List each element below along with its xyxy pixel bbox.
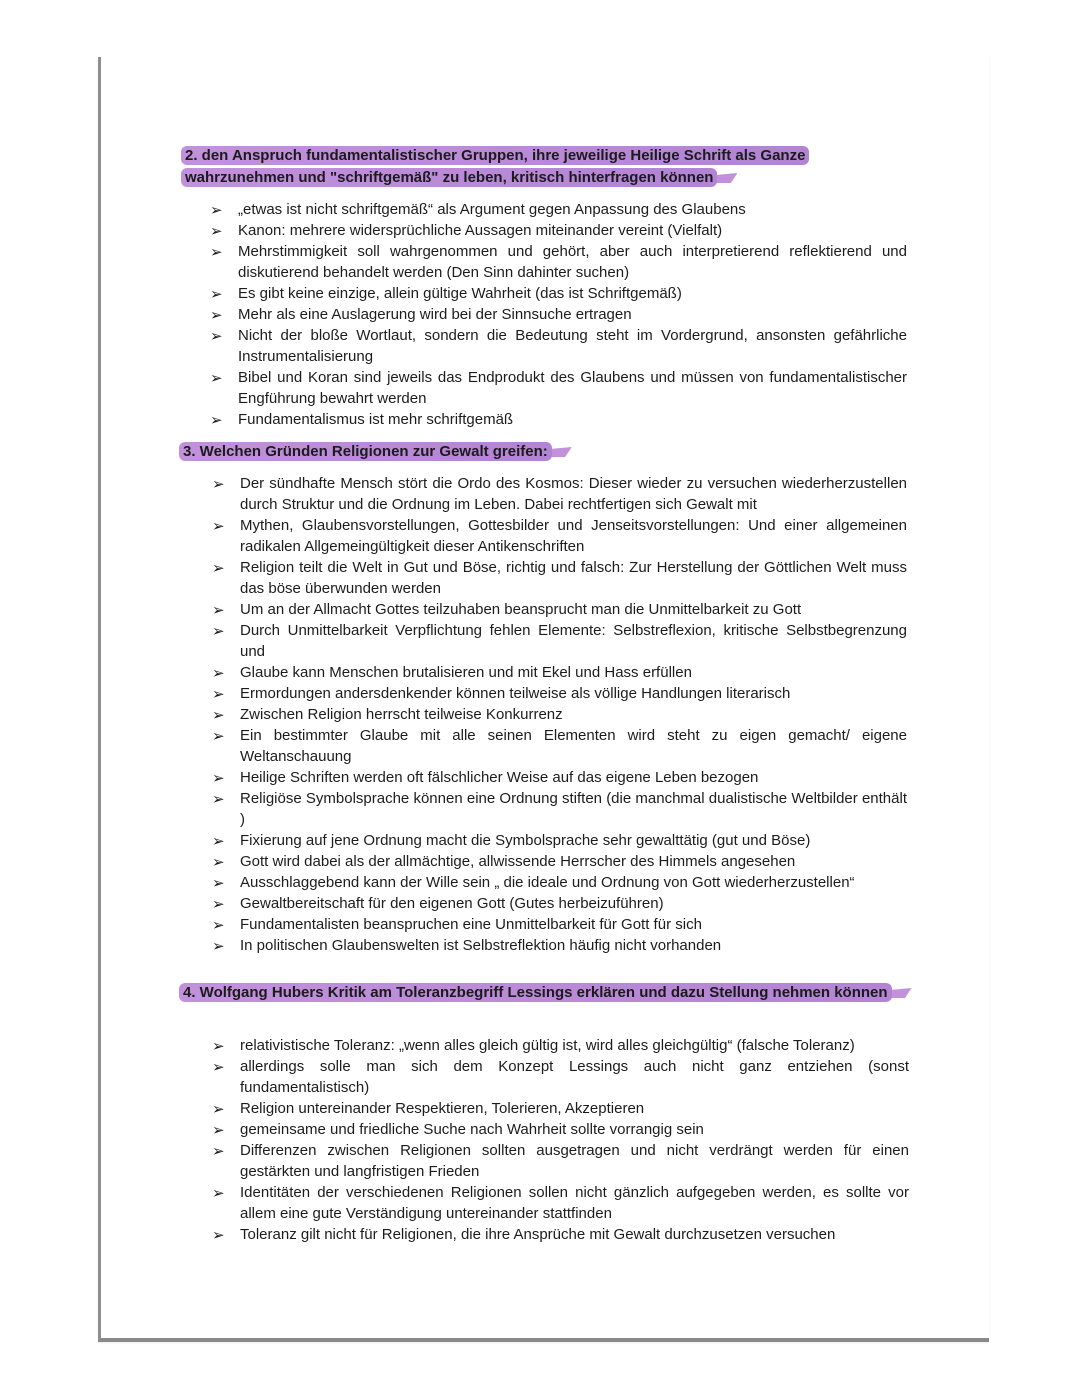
- arrowhead-bullet-icon: ➢: [212, 1185, 225, 1202]
- arrowhead-bullet-icon: ➢: [210, 286, 223, 303]
- arrowhead-bullet-icon: ➢: [212, 1038, 225, 1055]
- arrowhead-bullet-icon: ➢: [212, 518, 225, 535]
- list-item: ➢ Glaube kann Menschen brutalisieren und mit Ekel und Hass erfüllen: [212, 664, 692, 682]
- list-item: ➢ Es gibt keine einzige, allein gültige Wahrheit (das ist Schriftgemäß): [210, 285, 682, 303]
- list-item: ➢ Gewaltbereitschaft für den eigenen Gott (Gutes herbeizuführen): [212, 895, 664, 913]
- arrowhead-bullet-icon: ➢: [212, 560, 225, 577]
- arrowhead-bullet-icon: ➢: [210, 244, 223, 261]
- list-item: ➢ Differenzen zwischen Religionen sollten ausgetragen und nicht verdrängt werden für einen gestärkten und langfristigen Frieden: [212, 1142, 909, 1180]
- arrowhead-bullet-icon: ➢: [212, 686, 225, 703]
- list-item: ➢ Mehrstimmigkeit soll wahrgenommen und gehört, aber auch interpretierend reflektierend und diskutierend behandelt werden (Den Sinn dahinter suchen): [210, 243, 907, 281]
- list-item: ➢ Nicht der bloße Wortlaut, sondern die Bedeutung steht im Vordergrund, ansonsten gefährliche Instrumentalisierung: [210, 327, 907, 365]
- list-item: ➢ Ermordungen andersdenkender können teilweise als völlige Handlungen literarisch: [212, 685, 791, 703]
- list-item: ➢ Ein bestimmter Glaube mit alle seinen Elementen wird steht zu eigen gemacht/ eigene Weltanschauung: [212, 727, 907, 765]
- arrowhead-bullet-icon: ➢: [212, 1059, 225, 1076]
- list-item: ➢ Heilige Schriften werden oft fälschlicher Weise auf das eigene Leben bezogen: [212, 769, 759, 787]
- arrowhead-bullet-icon: ➢: [212, 476, 225, 493]
- list-item: ➢ Mehr als eine Auslagerung wird bei der Sinnsuche ertragen: [210, 306, 632, 324]
- arrowhead-bullet-icon: ➢: [212, 602, 225, 619]
- arrowhead-bullet-icon: ➢: [212, 623, 225, 640]
- arrowhead-bullet-icon: ➢: [212, 1143, 225, 1160]
- arrowhead-bullet-icon: ➢: [212, 833, 225, 850]
- arrowhead-bullet-icon: ➢: [212, 1227, 225, 1244]
- arrowhead-bullet-icon: ➢: [212, 854, 225, 871]
- arrowhead-bullet-icon: ➢: [212, 728, 225, 745]
- arrowhead-bullet-icon: ➢: [210, 328, 223, 345]
- list-item: ➢ Religion untereinander Respektieren, Tolerieren, Akzeptieren: [212, 1100, 645, 1118]
- arrowhead-bullet-icon: ➢: [212, 938, 225, 955]
- list-item: ➢ Durch Unmittelbarkeit Verpflichtung fehlen Elemente: Selbstreflexion, kritische Selbstbegrenzung und: [212, 622, 907, 660]
- list-item: ➢ relativistische Toleranz: „wenn alles gleich gültig ist, wird alles gleichgültig“ (falsche Toleranz): [212, 1037, 855, 1055]
- list-item: ➢ allerdings solle man sich dem Konzept Lessings auch nicht ganz entziehen (sonst fundamentalistisch): [212, 1058, 909, 1096]
- list-item: ➢ Toleranz gilt nicht für Religionen, die ihre Ansprüche mit Gewalt durchzusetzen versuchen: [212, 1226, 836, 1244]
- section-4-list: [209, 1035, 909, 1245]
- arrowhead-bullet-icon: ➢: [212, 875, 225, 892]
- section-4-heading-text: 4. Wolfgang Hubers Kritik am Toleranzbegriff Lessings erklären und dazu Stellung nehmen können: [179, 983, 892, 1002]
- section-2-heading: [181, 145, 911, 189]
- list-item: ➢ gemeinsame und friedliche Suche nach Wahrheit sollte vorrangig sein: [212, 1121, 704, 1139]
- arrowhead-bullet-icon: ➢: [212, 791, 225, 808]
- list-item: ➢ Fixierung auf jene Ordnung macht die Symbolsprache sehr gewalttätig (gut und Böse): [212, 832, 811, 850]
- arrowhead-bullet-icon: ➢: [212, 665, 225, 682]
- arrowhead-bullet-icon: ➢: [212, 1122, 225, 1139]
- list-item: ➢ Religion teilt die Welt in Gut und Böse, richtig und falsch: Zur Herstellung der Göttlichen Welt muss das böse überwunden werden: [212, 559, 907, 597]
- list-item: ➢ Fundamentalismus ist mehr schriftgemäß: [210, 411, 514, 429]
- list-item: ➢ „etwas ist nicht schriftgemäß“ als Argument gegen Anpassung des Glaubens: [210, 201, 746, 219]
- arrowhead-bullet-icon: ➢: [210, 202, 223, 219]
- arrowhead-bullet-icon: ➢: [212, 917, 225, 934]
- arrowhead-bullet-icon: ➢: [212, 896, 225, 913]
- arrowhead-bullet-icon: ➢: [212, 707, 225, 724]
- highlight-stroke-end: [890, 988, 912, 998]
- document-page: [98, 57, 989, 1342]
- list-item: ➢ Fundamentalisten beanspruchen eine Unmittelbarkeit für Gott für sich: [212, 916, 702, 934]
- list-item: ➢ In politischen Glaubenswelten ist Selbstreflektion häufig nicht vorhanden: [212, 937, 722, 955]
- arrowhead-bullet-icon: ➢: [210, 370, 223, 387]
- list-item: ➢ Gott wird dabei als der allmächtige, allwissende Herrscher des Himmels angesehen: [212, 853, 796, 871]
- list-item: ➢ Mythen, Glaubensvorstellungen, Gottesbilder und Jenseitsvorstellungen: Und einer allgemeinen radikalen Allgemeingültigkeit dieser Antikenschriften: [212, 517, 907, 555]
- highlight-stroke-end: [550, 447, 572, 457]
- list-item: ➢ Der sündhafte Mensch stört die Ordo des Kosmos: Dieser wieder zu versuchen wiederherzustellen durch Struktur und die Ordnung im Leben. Dabei rechtfertigen sich Gewalt mit: [212, 475, 907, 513]
- arrowhead-bullet-icon: ➢: [210, 412, 223, 429]
- list-item: ➢ Zwischen Religion herrscht teilweise Konkurrenz: [212, 706, 563, 724]
- section-2-heading-text: 2. den Anspruch fundamentalistischer Gruppen, ihre jeweilige Heilige Schrift als Ganze wahrzunehmen und "schriftgemäß" zu leben, kritisch hinterfragen können: [181, 146, 809, 187]
- arrowhead-bullet-icon: ➢: [212, 770, 225, 787]
- arrowhead-bullet-icon: ➢: [212, 1101, 225, 1118]
- list-item: ➢ Kanon: mehrere widersprüchliche Aussagen miteinander vereint (Vielfalt): [210, 222, 723, 240]
- section-3-list: [209, 473, 907, 956]
- list-item: ➢ Religiöse Symbolsprache können eine Ordnung stiften (die manchmal dualistische Weltbilder enthält ): [212, 790, 907, 828]
- section-3-heading-text: 3. Welchen Gründen Religionen zur Gewalt greifen:: [179, 442, 552, 461]
- list-item: ➢ Ausschlaggebend kann der Wille sein „ die ideale und Ordnung von Gott wiederherzustellen“: [212, 874, 855, 892]
- list-item: ➢ Um an der Allmacht Gottes teilzuhaben beansprucht man die Unmittelbarkeit zu Gott: [212, 601, 802, 619]
- list-item: ➢ Bibel und Koran sind jeweils das Endprodukt des Glaubens und müssen von fundamentalistischer Engführung bewahrt werden: [210, 369, 907, 407]
- highlight-stroke-end: [715, 173, 737, 183]
- list-item: ➢ Identitäten der verschiedenen Religionen sollen nicht gänzlich aufgegeben werden, es sollte vor allem eine gute Verständigung untereinander stattfinden: [212, 1184, 909, 1222]
- arrowhead-bullet-icon: ➢: [210, 307, 223, 324]
- section-2-list: [207, 199, 907, 430]
- section-3-heading: [179, 441, 899, 463]
- arrowhead-bullet-icon: ➢: [210, 223, 223, 240]
- section-4-heading: [179, 982, 919, 1004]
